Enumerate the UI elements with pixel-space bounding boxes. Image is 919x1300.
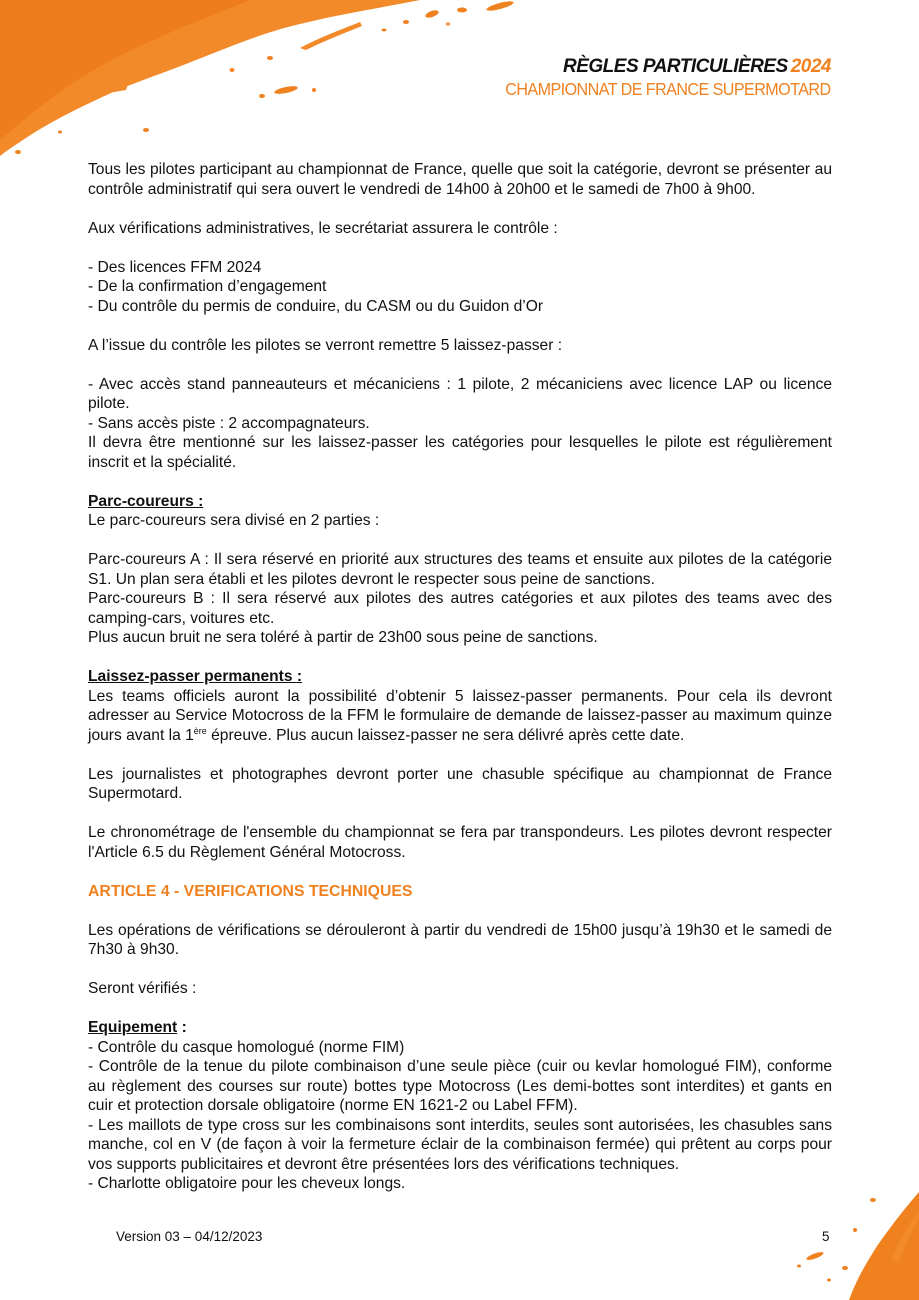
admin-check-item: - Des licences FFM 2024 [88, 258, 262, 276]
equipment-item: - Charlotte obligatoire pour les cheveux longs. [88, 1175, 406, 1192]
page-number: 5 [822, 1229, 830, 1244]
document-header [477, 56, 831, 100]
parc-coureurs-heading: Parc-coureurs : [88, 492, 204, 510]
tech-checks-schedule: Les opérations de vérifications se dérouleront à partir du vendredi de 15h00 jusqu’à 19h30 et le samedi de 7h30 à 9h30. [88, 921, 832, 958]
parc-b-paragraph: Parc-coureurs B : Il sera réservé aux pilotes des autres catégories et aux pilotes des teams avec des camping-cars, voitures etc. [88, 590, 832, 627]
header-title-prefix: RÈGLES PARTICULIÈRES [563, 56, 788, 77]
equipment-item: - Contrôle de la tenue du pilote combinaison d’une seule pièce (cuir ou kevlar homologué FIM), conforme au règlement des courses sur route) bottes type Motocross (Les demi-bottes sont interdites) et gants en cuir et protection dorsale obligatoire (norme EN 1621-2 ou Label FFM). [88, 1058, 832, 1114]
equipment-item: - Contrôle du casque homologué (norme FIM) [88, 1038, 405, 1056]
permanent-passes-heading: Laissez-passer permanents : [88, 668, 303, 685]
header-subtitle: CHAMPIONNAT DE FRANCE SUPERMOTARD [505, 79, 831, 99]
footer-version: Version 03 – 04/12/2023 [116, 1229, 263, 1244]
passes-intro: A l’issue du contrôle les pilotes se verront remettre 5 laissez-passer : [88, 336, 563, 354]
article-4-title: ARTICLE 4 - VERIFICATIONS TECHNIQUES [88, 882, 413, 900]
equipment-heading: Equipement : [88, 1019, 187, 1036]
document-body [88, 160, 832, 1194]
intro-paragraph: Tous les pilotes participant au championnat de France, quelle que soit la catégorie, devront se présenter au contrôle administratif qui sera ouvert le vendredi de 14h00 à 20h00 et le samedi de 7h00 à 9h00. [88, 161, 832, 198]
parc-a-paragraph: Parc-coureurs A : Il sera réservé en priorité aux structures des teams et ensuite aux pilotes de la catégorie S1. Un plan sera établi et les pilotes devront le respecter sous peine de sanctions. [88, 551, 832, 588]
tech-checks-intro: Seront vérifiés : [88, 980, 197, 997]
header-title [477, 56, 831, 78]
journalists-paragraph: Les journalistes et photographes devront porter une chasuble spécifique au championnat de France Supermotard. [88, 765, 832, 802]
equipment-item: - Les maillots de type cross sur les combinaisons sont interdits, seules sont autorisées, les chasubles sans manche, col en V (de façon à voir la fermeture éclair de la combinaison fermée) qui prêtent au corps pour vos supports publicitaires et devront être présentées lors des vérifications techniques. [88, 1116, 832, 1173]
parc-intro: Le parc-coureurs sera divisé en 2 parties : [88, 512, 380, 529]
noise-rule: Plus aucun bruit ne sera toléré à partir de 23h00 sous peine de sanctions. [88, 629, 598, 646]
admin-check-item: - De la confirmation d’engagement [88, 278, 327, 295]
pass-item: - Avec accès stand panneauteurs et mécaniciens : 1 pilote, 2 mécaniciens avec licence LAP ou licence pilote. [88, 375, 832, 412]
orange-paint-splash-top [0, 0, 540, 170]
passes-note: Il devra être mentionné sur les laissez-passer les catégories pour lesquelles le pilote est régulièrement inscrit et la spécialité. [88, 434, 832, 471]
permanent-passes-paragraph: Les teams officiels auront la possibilité d’obtenir 5 laissez-passer permanents. Pour cela ils devront adresser au Service Motocross de la FFM le formulaire de demande de laissez-passer au maximum quinze jours avant la 1ère épreuve. Plus aucun laissez-passer ne sera délivré après cette date. [88, 687, 832, 744]
admin-check-item: - Du contrôle du permis de conduire, du CASM ou du Guidon d’Or [88, 297, 544, 315]
orange-paint-splash-bottom [749, 1190, 919, 1300]
header-title-year: 2024 [790, 56, 831, 77]
admin-checks-intro: Aux vérifications administratives, le secrétariat assurera le contrôle : [88, 219, 558, 237]
timing-paragraph: Le chronométrage de l'ensemble du championnat se fera par transpondeurs. Les pilotes devront respecter l'Article 6.5 du Règlement Général Motocross. [88, 824, 832, 861]
pass-item: - Sans accès piste : 2 accompagnateurs. [88, 414, 370, 432]
